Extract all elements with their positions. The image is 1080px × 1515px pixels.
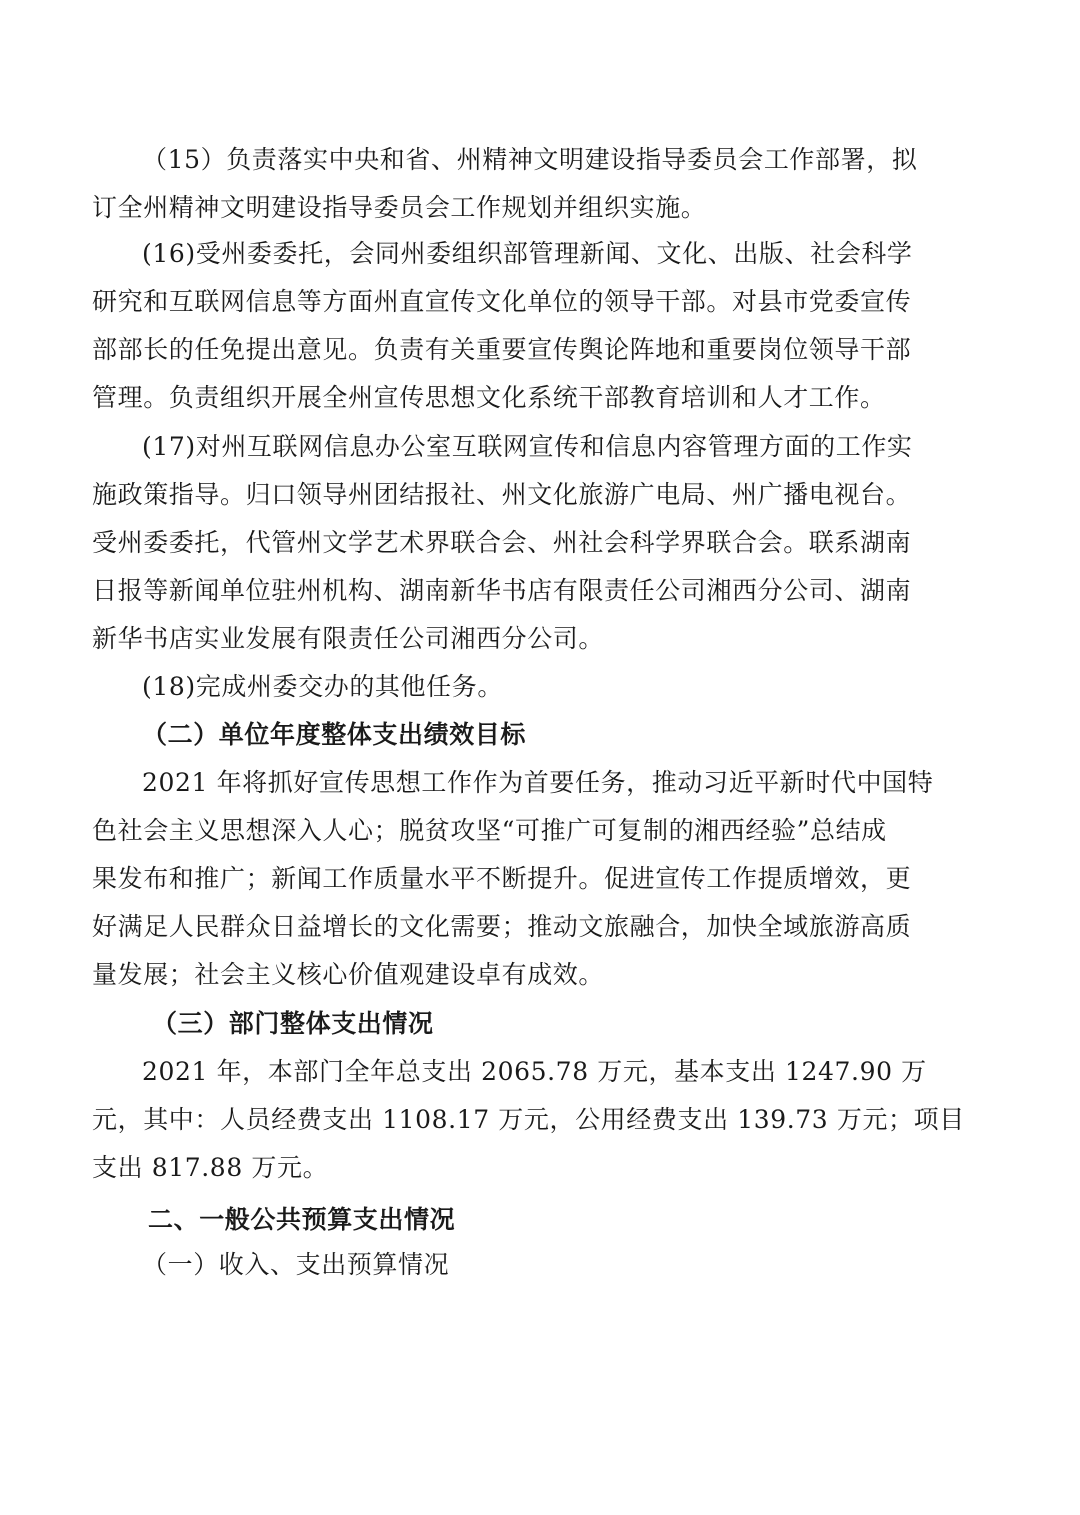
paragraph-16-line-3: 部部长的任免提出意见。负责有关重要宣传舆论阵地和重要岗位领导干部 (92, 335, 912, 364)
performance-paragraph-line-4: 好满足人民群众日益增长的文化需要；推动文旅融合，加快全域旅游高质 (92, 912, 912, 941)
performance-paragraph-line-2: 色社会主义思想深入人心；脱贫攻坚“可推广可复制的湘西经验”总结成 (92, 816, 887, 845)
paragraph-17-line-4: 日报等新闻单位驻州机构、湖南新华书店有限责任公司湘西分公司、湖南 (92, 576, 912, 605)
section-heading-expenditure: （三）部门整体支出情况 (152, 1009, 434, 1038)
performance-paragraph-line-5: 量发展；社会主义核心价值观建设卓有成效。 (92, 960, 605, 989)
paragraph-17-line-3: 受州委委托，代管州文学艺术界联合会、州社会科学界联合会。联系湖南 (92, 528, 912, 557)
paragraph-16-line-1: (16)受州委委托，会同州委组织部管理新闻、文化、出版、社会科学 (142, 239, 913, 268)
paragraph-16-line-2: 研究和互联网信息等方面州直宣传文化单位的领导干部。对县市党委宣传 (92, 287, 912, 316)
performance-paragraph-line-3: 果发布和推广；新闻工作质量水平不断提升。促进宣传工作提质增效，更 (92, 864, 912, 893)
section-heading-performance-goals: （二）单位年度整体支出绩效目标 (142, 720, 527, 749)
performance-paragraph-line-1: 2021 年将抓好宣传思想工作作为首要任务，推动习近平新时代中国特 (142, 768, 934, 797)
paragraph-15-line-2: 订全州精神文明建设指导委员会工作规划并组织实施。 (92, 193, 707, 222)
paragraph-17-line-2: 施政策指导。归口领导州团结报社、州文化旅游广电局、州广播电视台。 (92, 480, 912, 509)
paragraph-16-line-4: 管理。负责组织开展全州宣传思想文化系统干部教育培训和人才工作。 (92, 383, 886, 412)
paragraph-15-line-1: （15）负责落实中央和省、州精神文明建设指导委员会工作部署，拟 (142, 145, 918, 174)
paragraph-18-line-1: (18)完成州委交办的其他任务。 (142, 672, 503, 701)
paragraph-17-line-5: 新华书店实业发展有限责任公司湘西分公司。 (92, 624, 605, 653)
expenditure-paragraph-line-1: 2021 年，本部门全年总支出 2065.78 万元，基本支出 1247.90 万 (142, 1057, 927, 1086)
section-heading-public-budget: 二、一般公共预算支出情况 (148, 1205, 456, 1234)
expenditure-paragraph-line-3: 支出 817.88 万元。 (92, 1153, 329, 1182)
expenditure-paragraph-line-2: 元，其中：人员经费支出 1108.17 万元，公用经费支出 139.73 万元；项目 (92, 1105, 965, 1134)
subsection-heading-budget: （一）收入、支出预算情况 (142, 1250, 450, 1279)
paragraph-17-line-1: (17)对州互联网信息办公室互联网宣传和信息内容管理方面的工作实 (142, 432, 913, 461)
